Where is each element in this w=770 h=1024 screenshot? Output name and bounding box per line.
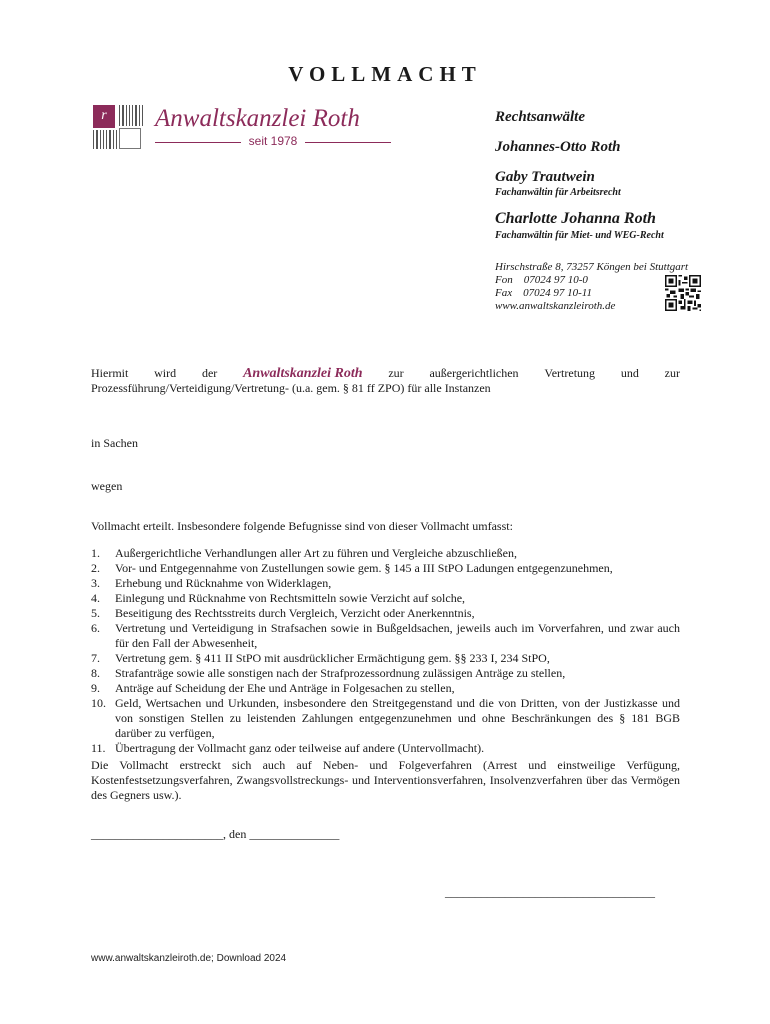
intro-word: Vertretung (544, 366, 596, 380)
list-item-text: Außergerichtliche Verhandlungen aller Art zu führen und Vergleiche abzuschließen, (115, 546, 517, 560)
befugnisse-intro: Vollmacht erteilt. Insbesondere folgende Befugnisse sind von dieser Vollmacht umfasst: (91, 519, 513, 533)
list-item (91, 591, 680, 606)
list-item-number: 6. (91, 621, 100, 635)
list-item-number: 1. (91, 546, 100, 560)
qr-code-icon (665, 275, 701, 311)
list-item-number: 10. (91, 696, 106, 710)
intro-word: wird (154, 366, 177, 380)
list-item (91, 696, 680, 741)
office-web: www.anwaltskanzleiroth.de (495, 300, 616, 312)
list-item (91, 741, 680, 756)
intro-word: Hiermit (91, 366, 129, 380)
extension-paragraph: Die Vollmacht erstreckt sich auch auf Neben- und Folgeverfahren (Arrest und einstweilige Verfügung, Kostenfestsetzungsverfahren, Zwangsvollstreckungs- und Interventionsverfahren, Insolvenzverfahren über das Vermögen des Gegners usw.). (91, 758, 680, 802)
list-item-text: Strafanträge sowie alle sonstigen nach der Strafprozessordnung zulässigen Anträge zu stellen, (115, 666, 566, 680)
list-item (91, 666, 680, 681)
intro-line-2: Prozessführung/Verteidigung/Vertretung- (u.a. gem. § 81 ff ZPO) für alle Instanzen (91, 381, 491, 395)
list-item-number: 3. (91, 576, 100, 590)
list-item-text: Erhebung und Rücknahme von Widerklagen, (115, 576, 332, 590)
office-address: Hirschstraße 8, 73257 Köngen bei Stuttgart (495, 261, 689, 273)
logo-rule-left (155, 142, 241, 143)
lawyer-title: Fachanwältin für Miet- und WEG-Recht (495, 230, 664, 241)
intro-word: außergerichtlichen (429, 366, 519, 380)
lawyer-title: Fachanwältin für Arbeitsrecht (495, 187, 621, 198)
intro-word: der (201, 366, 218, 380)
list-item-number: 9. (91, 681, 100, 695)
list-item-number: 7. (91, 651, 100, 665)
logo-since: seit 1978 (248, 134, 298, 148)
intro-word: und (620, 366, 639, 380)
office-fax: Fax 07024 97 10-11 (495, 287, 592, 299)
office-phone: Fon 07024 97 10-0 (495, 274, 588, 286)
logo-r-icon: r (93, 105, 115, 128)
in-sachen-label: in Sachen (91, 436, 138, 450)
lawyers-heading: Rechtsanwälte (495, 109, 586, 125)
list-item-number: 5. (91, 606, 100, 620)
list-item (91, 606, 680, 621)
intro-line-1 (91, 366, 680, 381)
intro-word: zur (664, 366, 680, 380)
signature-line: ___________________________________ (445, 885, 655, 899)
list-item (91, 651, 680, 666)
lawyer-name: Johannes-Otto Roth (495, 139, 621, 155)
list-item-text: Vertretung und Verteidigung in Strafsachen sowie in Bußgeldsachen, jeweils auch im Vorverfahren, und zwar auch für den Fall der Abwesenheit, (115, 621, 680, 650)
logo-bars-top-right (119, 105, 143, 126)
list-item-number: 11. (91, 741, 106, 755)
list-item-number: 8. (91, 666, 100, 680)
kanzlei-name-inline: Anwaltskanzlei Roth (243, 366, 363, 381)
list-item (91, 621, 680, 651)
list-item (91, 576, 680, 591)
list-item (91, 681, 680, 696)
list-item-text: Übertragung der Vollmacht ganz oder teilweise auf andere (Untervollmacht). (115, 741, 485, 755)
list-item-text: Vertretung gem. § 411 II StPO mit ausdrücklicher Ermächtigung gem. §§ 233 I, 234 StPO, (115, 651, 550, 665)
list-item-number: 4. (91, 591, 100, 605)
list-item (91, 546, 680, 561)
list-item-text: Vor- und Entgegennahme von Zustellungen sowie gem. § 145 a III StPO Ladungen entgegenzunehmen, (115, 561, 613, 575)
logo-rule-right (305, 142, 391, 143)
logo-name: Anwaltskanzlei Roth (155, 105, 360, 132)
logo-bars-bottom-left (93, 130, 117, 149)
lawyer-name: Gaby Trautwein (495, 169, 595, 185)
lawyer-name: Charlotte Johanna Roth (495, 210, 656, 227)
date-place-line: ______________________, den _______________ (91, 827, 340, 841)
intro-word: zur (388, 366, 404, 380)
list-item-text: Beseitigung des Rechtsstreits durch Vergleich, Verzicht oder Anerkenntnis, (115, 606, 475, 620)
intro-paragraph (91, 366, 680, 396)
list-item-text: Einlegung und Rücknahme von Rechtsmitteln sowie Verzicht auf solche, (115, 591, 466, 605)
list-item-number: 2. (91, 561, 100, 575)
list-item-text: Geld, Wertsachen und Urkunden, insbesondere den Streitgegenstand und die von Dritten, von der Justizkasse und von sonstigen Stellen zu leistenden Zahlungen entgegenzunehmen und ohne Beschränkungen des § 181 BGB darüber zu verfügen, (115, 696, 680, 740)
list-item-text: Anträge auf Scheidung der Ehe und Anträge in Folgesachen zu stellen, (115, 681, 455, 695)
document-title: VOLLMACHT (288, 62, 482, 86)
logo-square-icon (119, 128, 141, 149)
footer-text: www.anwaltskanzleiroth.de; Download 2024 (91, 953, 287, 964)
wegen-label: wegen (91, 479, 123, 493)
list-item (91, 561, 680, 576)
befugnis-list (91, 546, 680, 756)
